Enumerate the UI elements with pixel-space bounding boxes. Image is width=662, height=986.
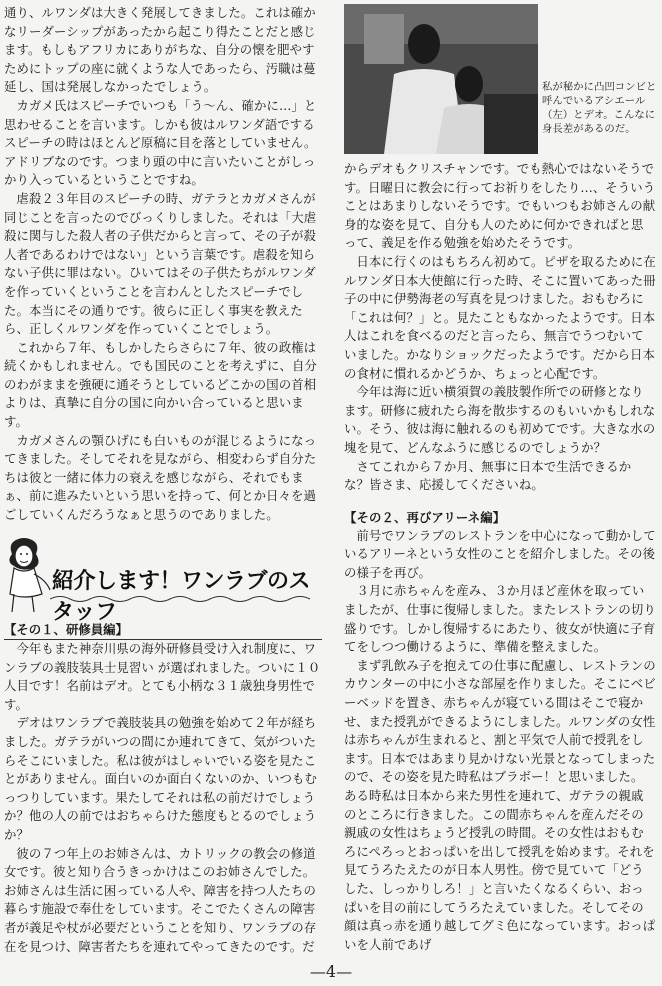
paragraph: まず乳飲み子を抱えての仕事に配慮し、レストランのカウンターの中に小さな部屋を作りました。そこにベビーベッドを置き、赤ちゃんが寝ている間はそこで寝かせ、また授乳ができるようにしました。ルワンダの女性は赤ちゃんが生まれると、割と平気で人前で授乳をします。日本ではあまり見かけない光景となってしまったので、その姿を見た時私はブラボー！と思いました。ある時私は日本から来た男性を連れて、ガテラの親戚のところに行きました。この間赤ちゃんを産んだその親戚の女性はちょうど授乳の時間。その女性はおもむろにぺろっとおっぱいを出して授乳を始めます。それを見てうろたえたのが日本人男性。傍で見ていて「どうした、しっかりしろ！」と言いたくなるくらい、おっぱいを目の前にしてうろたえていました。そしてその顔は真っ赤を通り越してグミ色になっています。おっぱいを人前であげ [344,657,656,952]
right-column [344,160,656,954]
paragraph: 日本に行くのはもちろん初めて。ピザを取るために在ルワンダ日本大使館に行った時、そこに置いてあった冊子の中に伊勢海老の写真を見つけました。おもむろに「これは何？」と。見たこともなかったようです。日本人はこれを食べるのだと言ったら、無言でうつむいていました。かなりショックだったようです。だから日本の食材に慣れるかどうか、ちょっと心配です。 [344,253,656,381]
page-number: —4— [309,962,353,981]
paragraph: 前号でワンラブのレストランを中心になって動かしているアリーネという女性のことを紹介しました。その後の様子を再び。 [344,527,656,580]
paragraph: これから７年、もしかしたらさらに７年、彼の政権は続くかもしれません。でも国民のことを考えずに、自分のわがままを強硬に通そうとしているどこかの国の首相よりは、真摯に自分の国に向かい合っていると思います。 [4,339,318,430]
paragraph: 彼の７つ年上のお姉さんは、カトリックの教会の修道女です。彼と知り合うきっかけはこのお姉さんでした。お姉さんは生活に困っている人や、障害を持つ人たちの暮らす施設で奉仕をしています。そこでたくさんの障害者が義足や杖が必要だということを知り、ワンラブの存在を見つけ、障害者たちを連れてやってきたのです。だ [4,845,317,954]
photo-image [344,4,538,154]
paragraph: 通り、ルワンダは大きく発展してきました。これは確かなリーダーシップがあったから起こり得たことだと感じます。もしもアフリカにありがちな、自分の懐を肥やすためにトップの座に就くような人であったら、汚職は蔓延し、国は発展しなかったでしょう。 [4,5,316,95]
paragraph: 今年もまた神奈川県の海外研修員受け入れ制度に、ワンラブの義肢装具士見習い が選ばれました。ついに１０人目です！名前はデオ。とても小柄な３１歳独身男性です。 [4,641,321,712]
paragraph: 虐殺２３年目のスピーチの時、ガテラとカガメさんが同じことを言ったのでびっくりしました。それは「大虐殺に関与した殺人者の子供だからと言って、その子が殺人者であるわけではない」という言葉です。虐殺を知らない子供に罪はない。ひいてはその子供たちがルワンダを作っていくということを言わんとしたスピーチでした。本当にその通りです。彼らに正しく事実を教えたら、正しくルワンダを作っていくことでしょう。 [4,190,317,337]
left-column [4,4,322,525]
paragraph: 今年は海に近い横須賀の義肢製作所での研修となります。研修に疲れたら海を散歩するのもいいかもしれない。そう、彼は海に触れるのも初めてです。大きな水の塊を見て、どんなふうに感じるのでしょうか？ [344,384,656,455]
underline-wave-icon [50,594,320,604]
paragraph: カガメ氏はスピーチでいつも「う〜ん、確かに…」と思わせることを言います。しかも彼はルワンダ語でするスピーチの時はほとんど原稿に目を落としていません。アドリブなのです。つまり頭の中に言いたいことがしっかり入っているということですね。 [4,97,317,188]
paragraph: からデオもクリスチャンです。でも熱心ではないそうです。日曜日に教会に行ってお祈りをしたり…、そういうことはあまりしないそうです。でもいつもお姉さんの献身的な姿を見て、自分も人のために何かできればと思って、義足を作る勉強を始めたそうです。 [344,161,656,251]
paragraph: デオはワンラブで義肢装具の勉強を始めて２年が経ちました。ガテラがいつの間にか連れてきて、気がついたらそこにいました。私は彼がはしゃいでいる姿を見たことがありません。面白いのか面白くないのか、いつもむっつりしています。果たしてそれは私の前だけでしょうか？他の人の前ではおちゃらけた態度もとるのでしょうか？ [4,715,318,842]
left-column-lower [4,640,322,956]
staff-intro-banner [2,534,324,625]
banner-title: 紹介します！ワンラブのスタッフ [52,569,311,625]
paragraph: カガメさんの顎ひげにも白いものが混じるようになってきました。そしてそれを見ながら、相変わらず自分たちは彼と一緒に体力の衰えを感じながら、それでもまぁ、前に進みたいという思いを持って、何とか日々を過ごしていくんだろうなぁと思うのでありました。 [4,432,317,523]
section1-heading: 【その１、研修員編】 [4,621,322,640]
photo-caption: 私が秘かに凸凹コンビと呼んでいるアシエール（左）とデオ。こんなに身長差があるのだ。 [542,81,657,135]
paragraph: さてこれから７か月、無事に日本で生活できるかな？皆さま、応援してくださいね。 [344,458,632,493]
staff-photo [344,4,538,154]
paragraph: ３月に赤ちゃんを産み、３か月ほど産休を取っていましたが、仕事に復帰しました。またレストランの切り盛りです。しかし復帰するにあたり、彼女が快適に子育てをしつつ働けるように、準備を整えました。 [344,583,656,655]
section2-heading: 【その２、再びアリーネ編】 [344,509,506,525]
